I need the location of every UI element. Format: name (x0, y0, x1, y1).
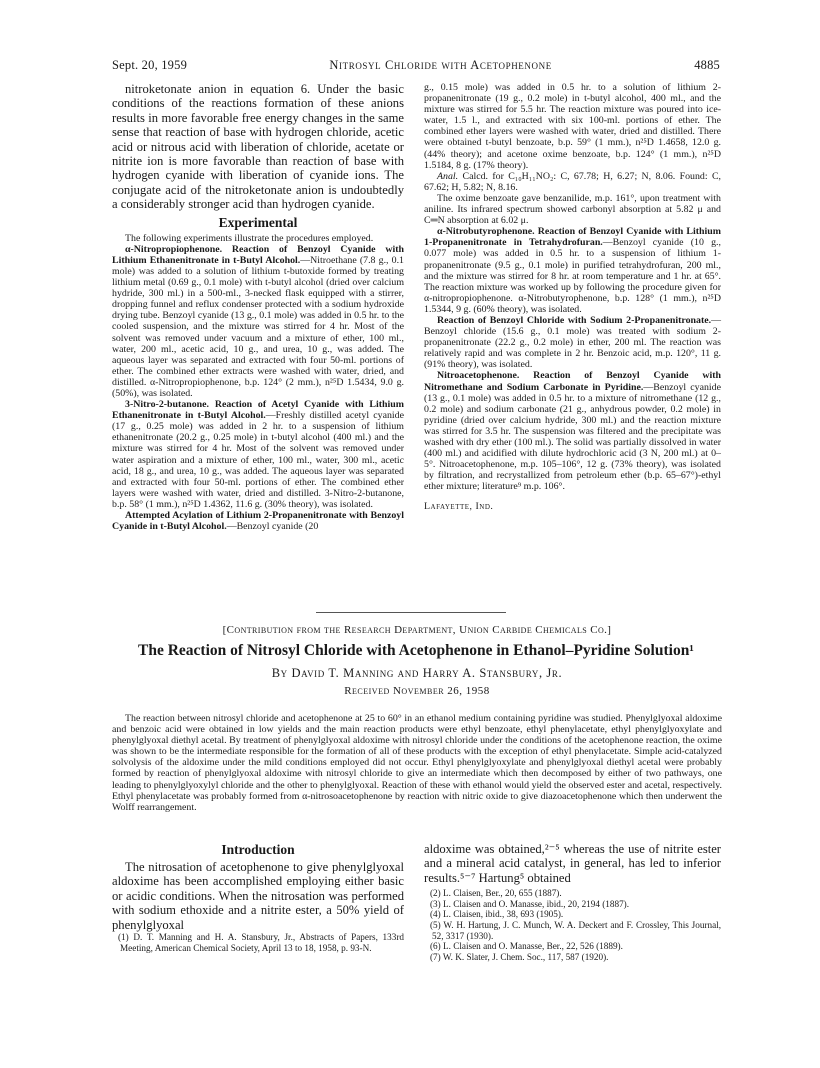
anal-label: Anal. (437, 170, 459, 182)
procedure-paragraph: α-Nitropropiophenone. Reaction of Benzoyl Cyanide with Lithium Ethanenitronate in t-Butyl Alcohol.—Nitroethane (7.8 g., 0.1 mole) was added to a solution of lithium t-butoxide formed by treating lithium metal (0.69 g., 0.1 mole) with t-butyl alcohol (dried over calcium hydride, 300 ml.) in a 500-ml., 3-necked flask equipped with a stirrer, dropping funnel and reflux condenser protected with a sodium hydroxide drying tube. Benzoyl cyanide (13 g., 0.1 mole) was added in 0.5 hr. to the cooled suspension, and the mixture was stirred for 4 hr. Most of the solvent was removed under vacuum and a mixture of ether, 100 ml., water, 200 ml., acetic acid, 10 g., and urea, 10 g., was added. The aqueous layer was separated and extracted with four 50-ml. portions of ether. The combined ether extracts were washed with water, dried, and distilled. α-Nitropropiophenone, b.p. 124° (2 mm.), n²⁵D 1.5434, 9.0 g. (50%), was isolated. (112, 243, 404, 399)
footnote: (2) L. Claisen, Ber., 20, 655 (1887). (430, 888, 562, 899)
procedure-paragraph: Attempted Acylation of Lithium 2-Propanenitronate with Benzoyl Cyanide in t-Butyl Alcohol.—Benzoyl cyanide (20 (112, 510, 404, 533)
footnotes-right (424, 888, 721, 962)
procedure-title: α-Nitropropiophenone. Reaction of Benzoyl Cyanide with Lithium Ethanenitronate in t-Butyl Alcohol. (112, 243, 404, 266)
received-date: Received November 26, 1958 (344, 685, 490, 697)
analysis-paragraph: Anal. Calcd. for C₁₀H₁₁NO₂: C, 67.78; H, 6.27; N, 8.06. Found: C, 67.62; H, 5.82; N, 8.16. (424, 170, 721, 193)
procedure-paragraph: 3-Nitro-2-butanone. Reaction of Acetyl Cyanide with Lithium Ethanenitronate in t-Butyl Alcohol.—Freshly distilled acetyl cyanide (17 g., 0.25 mole) was added in 2 hr. to a suspension of lithium ethanenitronate (20.2 g., 0.25 mole) in t-butyl alcohol (400 ml.) and the mixture was stirred for 4 hr. Most of the solvent was removed under water aspiration and a mixture of ether, 100 ml., water, 300 ml., acetic acid, 18 g., and urea, 10 g., was added. The aqueous layer was separated and extracted with four 50-ml. portions of ether. The combined ether layers were washed with water, dried and distilled. 3-Nitro-2-butanone, b.p. 58° (1 mm.), n²⁵D 1.4362, 11.6 g. (30% theory), was isolated. (112, 399, 404, 510)
procedure-paragraph: α-Nitrobutyrophenone. Reaction of Benzoyl Cyanide with Lithium 1-Propanenitronate in Tetrahydrofuran.—Benzoyl cyanide (10 g., 0.077 mole) was added in 0.5 hr. to a suspension of lithium 1-propanenitronate (9.5 g., 0.1 mole) in purified tetrahydrofuran, 200 ml., and the mixture was stirred for 8 hr. at room temperature and 1 hr. at 65°. The reaction mixture was worked up by following the procedure given for α-nitropropiophenone. α-Nitrobutyrophenone, b.p. 128° (1 mm.), n²⁵D 1.5344, 9 g. (60% theory), was isolated. (424, 226, 721, 315)
body-paragraph: g., 0.15 mole) was added in 0.5 hr. to a solution of lithium 2-propanenitronate (19 g., 0.2 mole) in t-butyl alcohol, 400 ml., and the mixture was stirred for 5.5 hr. The reaction mixture was poured into ice-water, 1.5 l., and extracted with six 100-ml. portions of ether. The combined ether layers were washed with water, dried and distilled. There were obtained t-butyl benzoate, b.p. 59° (1 mm.), n²⁵D 1.4658, 12.0 g. (44% theory); and acetone oxime benzoate, b.p. 124° (1 mm.), n²⁵D 1.5184, 8 g. (17% theory). (424, 82, 721, 171)
section-divider (316, 612, 506, 613)
contribution-line: [Contribution from the Research Department, Union Carbide Chemicals Co.] (222, 624, 612, 636)
intro-left-column (112, 842, 404, 953)
introduction-heading: Introduction (221, 842, 295, 857)
header-title: Nitrosyl Chloride with Acetophenone (329, 58, 552, 72)
page-number: 4885 (694, 58, 720, 72)
procedure-title: Reaction of Benzoyl Chloride with Sodium 2-Propanenitronate. (437, 314, 712, 326)
footnote: (3) L. Claisen and O. Manasse, ibid., 20, 2194 (1887). (430, 898, 630, 909)
footnotes-left (112, 932, 404, 953)
procedure-title: Nitroacetophenone. Reaction of Benzoyl Cyanide with Nitromethane and Sodium Carbonate in Pyridine. (424, 370, 721, 393)
footnote: (4) L. Claisen, ibid., 38, 693 (1905). (430, 909, 564, 920)
footnote: (1) D. T. Manning and H. A. Stansbury, Jr., Abstracts of Papers, 133rd Meeting, American Chemical Society, April 13 to 18, 1958, p. 93-N. (118, 932, 404, 953)
procedure-paragraph: Nitroacetophenone. Reaction of Benzoyl Cyanide with Nitromethane and Sodium Carbonate in Pyridine.—Benzoyl cyanide (13 g., 0.1 mole) was added in 0.5 hr. to a mixture of nitromethane (12 g., 0.2 mole) and sodium carbonate (21 g., anhydrous powder, 0.2 mole) in pyridine (dried over calcium hydride, 300 ml.) and the reaction mixture was stirred for 3.5 hr. The suspension was filtered and the precipitate was washed with dry ether (100 ml.). The solid was partially dissolved in water (400 ml.) and acidified with dilute hydrochloric acid (3 N, 200 ml.) at 0–5°. Nitroacetophenone, m.p. 105–106°, 12 g. (73% theory), was isolated by filtration, and recrystallized from petroleum ether (b.p. 65–67°)-ethyl ether mixture; literature⁹ m.p. 106°. (424, 370, 721, 493)
body-paragraph: The oxime benzoate gave benzanilide, m.p. 161°, upon treatment with aniline. Its infrared spectrum showed carbonyl absorption at 5.82 μ and C═N absorption at 6.02 μ. (424, 192, 721, 227)
author-location: Lafayette, Ind. (424, 501, 494, 513)
procedure-title: α-Nitrobutyrophenone. Reaction of Benzoyl Cyanide with Lithium 1-Propanenitronate in Tetrahydrofuran. (424, 226, 721, 249)
prev-article-left-column (112, 82, 404, 532)
procedure-title: Attempted Acylation of Lithium 2-Propanenitronate with Benzoyl Cyanide in t-Butyl Alcohol. (112, 510, 404, 533)
body-paragraph: The nitrosation of acetophenone to give phenylglyoxal aldoxime has been accomplished employing either basic or acidic conditions. When the nitrosation was performed with sodium ethoxide and a nitrite ester, a 50% yield of phenylglyoxal (112, 860, 404, 932)
byline: By David T. Manning and Harry A. Stansbury, Jr. (271, 666, 563, 680)
article-title: The Reaction of Nitrosyl Chloride with Acetophenone in Ethanol–Pyridine Solution¹ (138, 642, 694, 659)
footnote: (6) L. Claisen and O. Manasse, Ber., 22, 526 (1889). (430, 941, 623, 952)
abstract: The reaction between nitrosyl chloride and acetophenone at 25 to 60° in an ethanol medium containing pyridine was studied. Phenylglyoxal aldoxime and benzoic acid were obtained in low yields and the main reaction products were ethyl benzoate, ethyl phenylacetate, ethyl phenylglyoxylate and phenylglyoxal diethyl acetal. By treatment of phenylglyoxal aldoxime with nitrosyl chloride under the conditions of the acetophenone reaction, the oxime was shown to be the intermediate responsible for the formation of all of these products with the exception of ethyl phenylacetate. Simple acid-catalyzed solvolysis of the aldoxime under the mild conditions employed did not occur. Ethyl phenylglyoxylate and phenylglyoxal diethyl acetal were probably formed by reaction of phenylglyoxal aldoxime with nitrosyl chloride to give an intermediate which then decomposed by either of two pathways, one leading to phenylglyoxylyl chloride and the other to phenylglyoxal. Reaction of these with ethanol would yield the observed ester and acetal, respectively. Ethyl phenylacetate was probably formed from α-nitrosoacetophenone by reaction with nitric oxide to give diazoacetophenone which then underwent the Wolff rearrangement. (112, 713, 722, 813)
body-paragraph: The following experiments illustrate the procedures employed. (125, 232, 374, 244)
footnote: (5) W. H. Hartung, J. C. Munch, W. A. Deckert and F. Crossley, This Journal, 52, 3317 (1930). (430, 920, 721, 941)
footnote: (7) W. K. Slater, J. Chem. Soc., 117, 587 (1920). (430, 951, 609, 962)
intro-right-column (424, 842, 721, 962)
running-header (112, 58, 720, 73)
procedure-paragraph: Reaction of Benzoyl Chloride with Sodium 2-Propanenitronate.—Benzoyl chloride (15.6 g., 0.1 mole) was treated with sodium 2-propanenitronate (22.2 g., 0.2 mole) in ether, 200 ml. The reaction was relatively rapid and was complete in 2 hr. Benzoic acid, m.p. 120°, 11 g. (91% theory), was isolated. (424, 314, 721, 371)
procedure-title: 3-Nitro-2-butanone. Reaction of Acetyl Cyanide with Lithium Ethanenitronate in t-Butyl Alcohol. (112, 399, 404, 422)
body-paragraph: nitroketonate anion in equation 6. Under the basic conditions of the reactions formation of these anions results in more favorable free energy changes in the same sense that reaction of base with hydrogen chloride, acetic acid or nitrous acid with liberation of chloride, acetate or nitrite ion is more favorable than reaction of base with hydrogen cyanide with liberation of cyanide ions. The conjugate acid of the nitroketonate anion is undoubtedly a considerably stronger acid than hydrogen cyanide. (112, 82, 404, 212)
body-paragraph: aldoxime was obtained,²⁻⁵ whereas the use of nitrite ester and a mineral acid catalyst, in general, has led to inferior results.⁵⁻⁷ Hartung⁵ obtained (424, 842, 721, 885)
experimental-heading: Experimental (218, 214, 298, 230)
prev-article-right-column (424, 82, 721, 513)
header-date: Sept. 20, 1959 (112, 58, 188, 72)
